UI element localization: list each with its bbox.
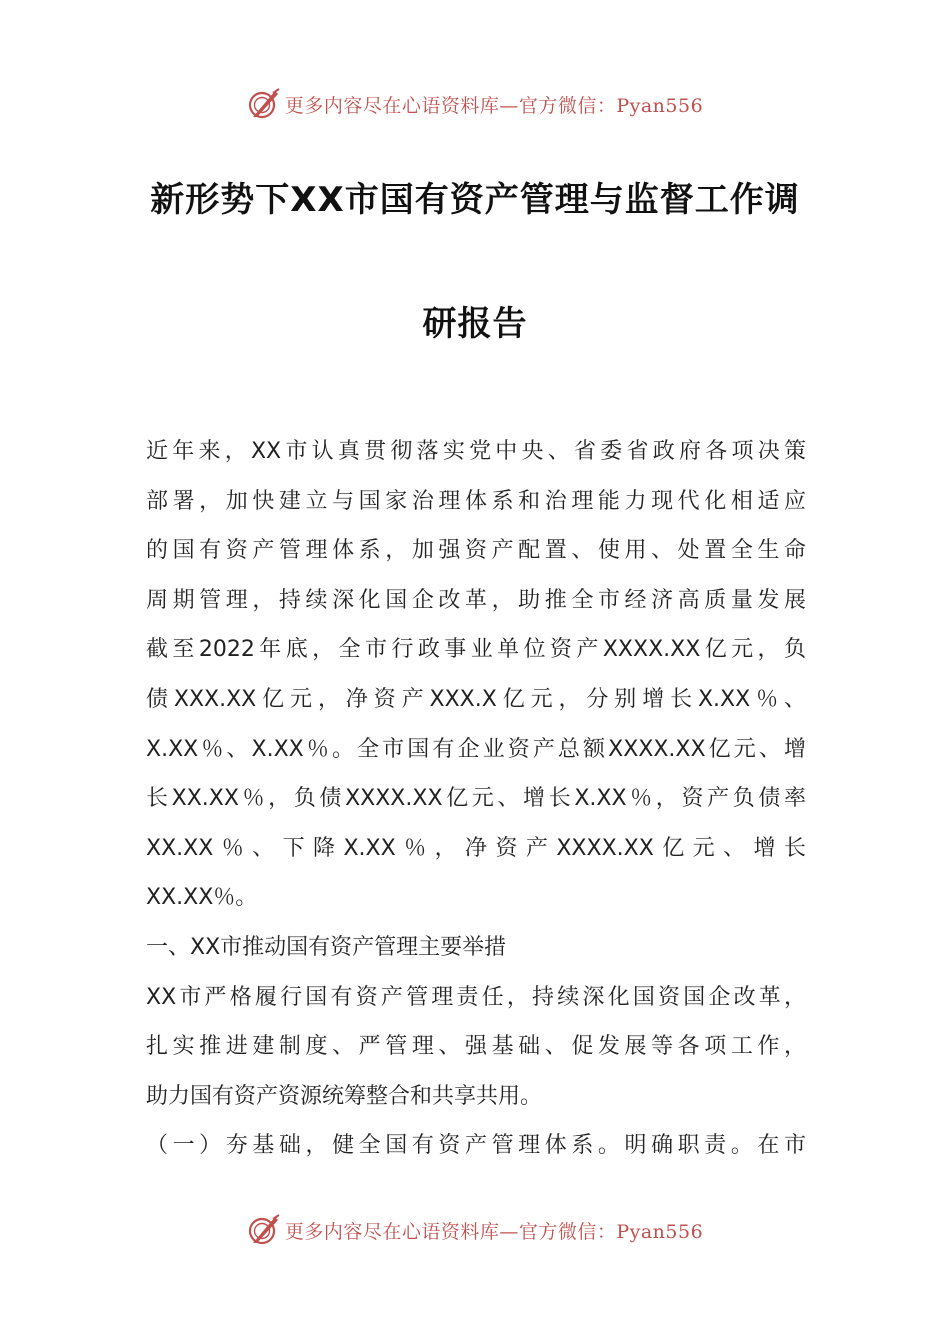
body-line: 部署，加快建立与国家治理体系和治理能力现代化相适应	[146, 488, 806, 514]
body-line: 周期管理，持续深化国企改革，助推全市经济高质量发展	[146, 587, 806, 613]
watermark-label: 更多内容尽在心语资料库—官方微信：	[284, 1220, 617, 1243]
watermark-wechat-id: Pyan556	[616, 94, 704, 117]
quill-logo-icon	[247, 87, 281, 121]
body-line: 债XXX.XX亿元，净资产XXX.X亿元，分别增长X.XX％、	[146, 686, 806, 712]
body-line: XX.XX％、下降X.XX％，净资产XXXX.XX亿元、增长	[146, 835, 806, 861]
document-body	[146, 427, 806, 1171]
body-line: （一）夯基础，健全国有资产管理体系。明确职责。在市	[146, 1133, 806, 1159]
body-line: 近年来，XX市认真贯彻落实党中央、省委省政府各项决策	[146, 439, 806, 464]
body-line: XX市严格履行国有资产管理责任，持续深化国资国企改革，	[146, 984, 806, 1010]
body-line: 截至2022年底，全市行政事业单位资产XXXX.XX亿元，负	[146, 637, 806, 663]
watermark-text	[285, 1217, 703, 1244]
body-line: 扎实推进建制度、严管理、强基础、促发展等各项工作，	[146, 1034, 806, 1060]
watermark-text	[285, 91, 703, 118]
body-line: 助力国有资产资源统筹整合和共享共用。	[146, 1083, 543, 1109]
body-line: X.XX％、X.XX％。全市国有企业资产总额XXXX.XX亿元、增	[146, 736, 806, 762]
document-title-line-1: 新形势下XX市国有资产管理与监督工作调	[150, 180, 800, 220]
watermark-wechat-id: Pyan556	[616, 1220, 704, 1243]
document-title-line-2: 研报告	[422, 304, 528, 344]
watermark-banner-top	[0, 84, 950, 124]
watermark-banner-bottom	[0, 1210, 950, 1250]
body-line: 的国有资产管理体系，加强资产配置、使用、处置全生命	[146, 538, 806, 564]
section-heading: 一、XX市推动国有资产管理主要举措	[146, 934, 507, 960]
body-line: XX.XX％。	[146, 885, 258, 911]
watermark-label: 更多内容尽在心语资料库—官方微信：	[284, 94, 617, 117]
body-line: 长XX.XX％，负债XXXX.XX亿元、增长X.XX％，资产负债率	[146, 786, 806, 812]
quill-logo-icon	[247, 1213, 281, 1247]
